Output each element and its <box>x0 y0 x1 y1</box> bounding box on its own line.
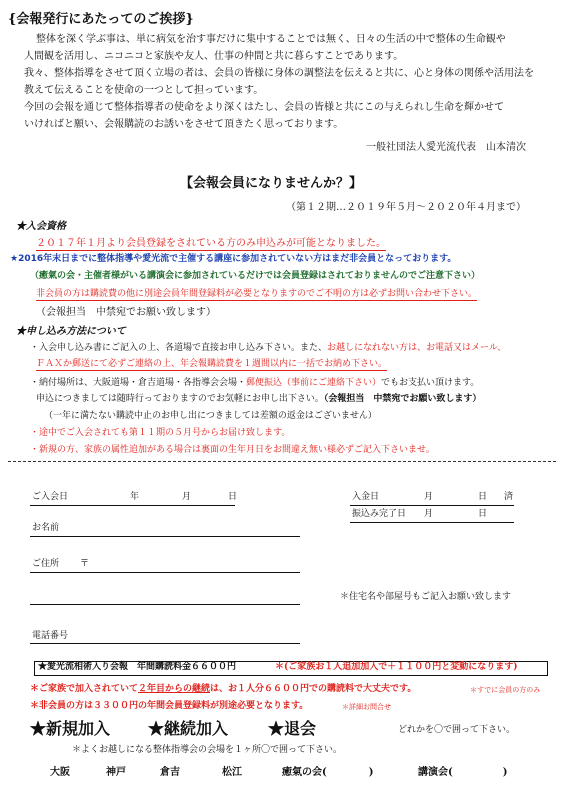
period-text: （第１２期…２０１９年５月〜２０２０年４月まで） <box>286 202 526 213</box>
nonmember-note: ＊詳細お問合せ <box>342 703 391 711</box>
greeting-line: 整体を深く学ぶ事は、単に病気を治す事だけに集中することでは無く、日々の生活の中で整体の生命観や <box>36 34 506 45</box>
month-label: 月 <box>182 492 192 502</box>
greeting-title: {会報発行にあたってのご挨拶} <box>8 12 194 27</box>
apply-date-field[interactable] <box>30 505 235 506</box>
family-text-underlined: ２年目からの継続 <box>138 684 211 694</box>
venue-lecture-close: ) <box>502 767 508 778</box>
qualification-line: ★2016年末日までに整体指導や愛光流で主催する講座に参加されていない方はまだ非会員となっております。 <box>10 254 457 264</box>
address-note: ＊住宅名や部屋号もご記入お願い致します <box>340 592 512 602</box>
venue-matsue[interactable]: 松江 <box>222 767 242 778</box>
address-label: ご住所 <box>32 559 60 569</box>
paid-date-field[interactable] <box>350 505 514 506</box>
greeting-line: 人間観を活用し、ニコニコと家族や友人、仕事の仲間と共に暮らすことであります。 <box>24 51 404 62</box>
qualification-line: ２０１７年１月より会員登録をされている方のみ申込みが可能となりました。 <box>36 238 386 249</box>
greeting-line: 我々、整体指導をさせて頂く立場の者は、会員の皆様に身体の調整法を伝えると共に、心と身体の関係や活用法を <box>24 68 534 79</box>
transfer-day-label: 日 <box>478 509 488 519</box>
method-line: （一年に満たない購読中止のお申し出につきましては差額の返金はございません） <box>44 411 377 421</box>
method-text: ・入会申し込み書にご記入の上、各道場で直接お申し込み下さい。また、 <box>30 343 328 353</box>
method-text: でもお支払い頂けます。 <box>381 378 480 388</box>
phone-field[interactable] <box>30 643 300 644</box>
method-line: ＦＡＸか郵送にて必ずご連絡の上、年会報購読費を１週間以内に一括でお納め下さい。 <box>36 359 388 369</box>
transfer-month-label: 月 <box>424 509 434 519</box>
phone-label: 電話番号 <box>32 631 69 641</box>
family-text: は、お１人分６６００円での購読料で大丈夫です。 <box>210 684 417 694</box>
venue-osaka[interactable]: 大阪 <box>50 767 70 778</box>
family-note: ＊すでに会員の方のみ <box>470 686 541 694</box>
paid-done-label: 済 <box>504 492 514 502</box>
nonmember-line: ＊非会員の方は３３００円の年間会員登録料が別途必要となります。 <box>30 701 309 711</box>
venue-kobe[interactable]: 神戸 <box>106 767 126 778</box>
venue-lecture-open: 講演会( <box>418 767 453 778</box>
signature: 一般社団法人愛光流代表 山本清次 <box>366 142 526 153</box>
qualification-heading: ★入会資格 <box>16 221 66 232</box>
greeting-line: いければと願い、会報購読のお誘いをさせて頂きたく思っております。 <box>24 119 344 130</box>
venue-iyashi-open: 癒氣の会( <box>282 767 327 778</box>
option-new[interactable]: ★新規加入 <box>30 719 111 738</box>
year-label: 年 <box>130 492 140 502</box>
qualification-line: （癒氣の会・主催者様がいる講演会に参加されているだけでは会員登録はされておりませんのでご注意下さい） <box>30 271 481 281</box>
venue-iyashi[interactable] <box>282 766 373 779</box>
paid-day-label: 日 <box>478 492 488 502</box>
family-line <box>30 683 416 695</box>
venue-lecture[interactable] <box>418 766 507 779</box>
method-heading: ★申し込み方法について <box>16 326 126 337</box>
method-text: （会報担当 中禁宛でお願い致します） <box>323 394 482 404</box>
cut-line <box>8 461 556 462</box>
fee-note: ＊(ご家族お１人追加加入で＋１１００円と変動になります) <box>275 662 518 672</box>
transfer-date-label: 振込み完了日 <box>352 509 407 519</box>
paid-date-label: 入金日 <box>352 492 380 502</box>
transfer-date-field[interactable] <box>350 522 514 523</box>
method-text: 申込につきましては随時行っておりますのでお気軽にお申し出下さい。 <box>36 394 324 404</box>
option-withdraw[interactable]: ★退会 <box>268 719 317 738</box>
name-field[interactable] <box>30 536 300 537</box>
family-text: ＊ご家族で加入されていて <box>30 684 139 694</box>
method-line: ・途中でご入会されても第１１期の５月号からお届け致します。 <box>30 428 291 438</box>
postal-mark: 〒 <box>80 559 90 569</box>
qualification-line: 非会員の方は購読費の他に別途会員年間登録料が必要となりますのでご不明の方は必ずお問い合わせ下さい。 <box>36 289 478 299</box>
fee-main: ★愛光流相術入り会報 年間購読料金６６００円 <box>38 662 237 672</box>
address-field-1[interactable] <box>30 572 300 573</box>
method-line <box>30 377 479 389</box>
day-label: 日 <box>228 492 238 502</box>
apply-date-label: ご入会日 <box>32 492 69 502</box>
address-field-2[interactable] <box>30 604 300 605</box>
method-text: ・納付場所は、大阪道場・倉吉道場・各指導会会場・ <box>30 378 247 388</box>
paid-month-label: 月 <box>424 492 434 502</box>
venue-kurayoshi[interactable]: 倉吉 <box>160 767 180 778</box>
option-continue[interactable]: ★継続加入 <box>148 719 229 738</box>
method-line <box>36 393 481 405</box>
greeting-line: 教えて伝えることを使命の一つとして担っています。 <box>24 85 264 96</box>
qualification-line: （会報担当 中禁宛でお願い致します） <box>36 307 216 318</box>
method-text-red: お越しになれない方は、お電話又はメール、 <box>327 343 507 353</box>
venue-note: ＊よくお越しになる整体指導会の会場を１ヶ所〇で囲って下さい。 <box>72 745 343 755</box>
greeting-line: 今回の会報を通じて整体指導者の使命をより深くはたし、会員の皆様と共にこの与えられし生命を輝かせて <box>24 102 504 113</box>
method-line <box>30 342 506 354</box>
method-text-red: 郵便振込（事前にご連絡下さい） <box>246 378 382 388</box>
circle-note: どれかを〇で囲って下さい。 <box>398 725 516 735</box>
venue-iyashi-close: ) <box>368 767 374 778</box>
recruit-heading: 【会報会員になりませんか？】 <box>180 176 363 191</box>
method-line: ・新規の方、家族の属性追加がある場合は裏面の生年月日をお間違え無い様必ずご記入下さいませ。 <box>30 445 435 455</box>
name-label: お名前 <box>32 523 60 533</box>
